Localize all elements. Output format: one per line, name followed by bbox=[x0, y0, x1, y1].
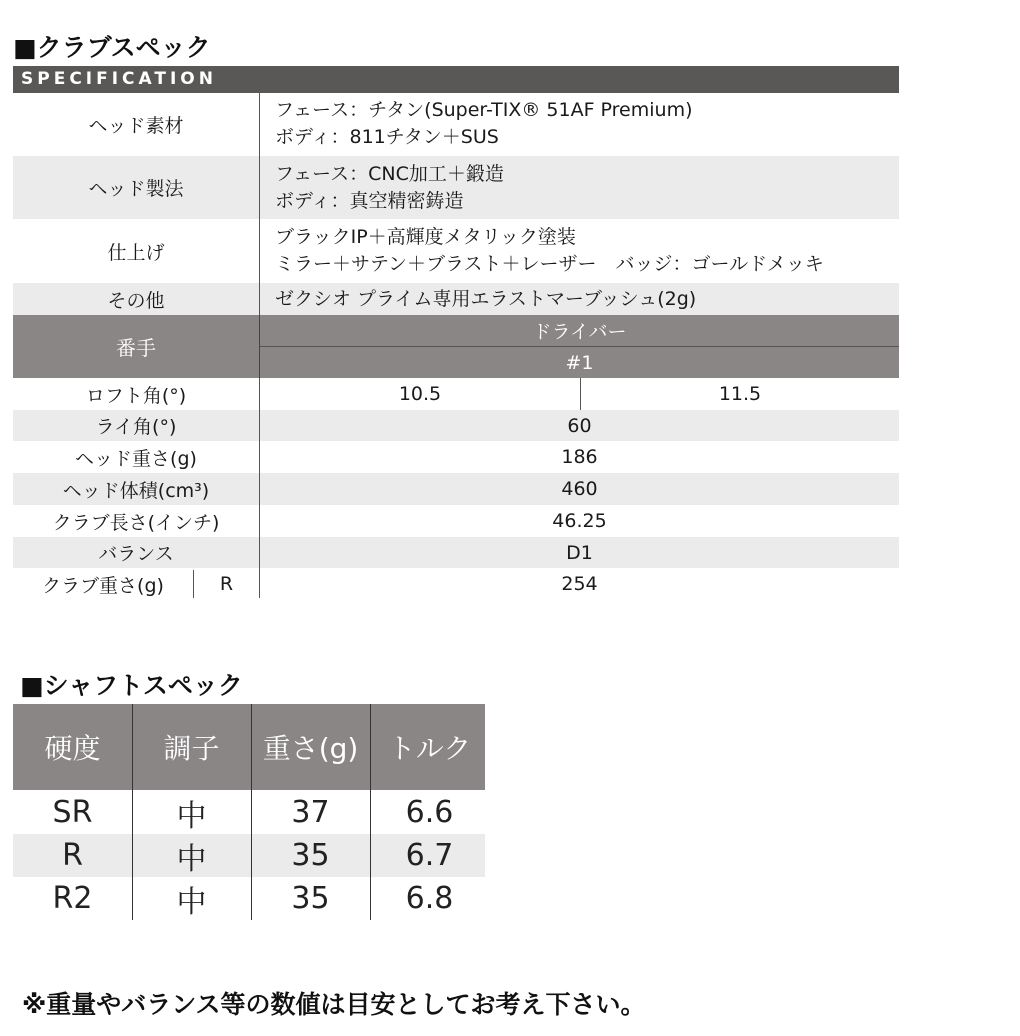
row-label: その他 bbox=[107, 289, 165, 312]
spec-row-head-material bbox=[13, 93, 899, 155]
value-line: ゼクシオ プライム専用エラストマーブッシュ(2g) bbox=[275, 287, 697, 310]
column-divider bbox=[259, 93, 260, 315]
shaft-spec-title: ■シャフトスペック bbox=[20, 671, 243, 700]
spec-row-finish bbox=[13, 219, 899, 283]
row-label: ヘッド素材 bbox=[88, 114, 184, 137]
row-label: ヘッド製法 bbox=[88, 178, 184, 200]
value-line: ボディ：811チタン＋SUS bbox=[275, 126, 499, 148]
row-value: 60 bbox=[567, 414, 592, 437]
row-label: クラブ重さ(g) bbox=[42, 574, 164, 597]
shaft-cell: 35 bbox=[291, 838, 330, 873]
spec-row-club-length bbox=[13, 505, 899, 537]
header-kick-point: 調子 bbox=[163, 732, 220, 765]
row-value: 254 bbox=[561, 573, 598, 595]
row-value: 186 bbox=[561, 446, 598, 468]
row-label: ライ角(°) bbox=[95, 416, 177, 438]
loft-value-2: 11.5 bbox=[718, 383, 762, 405]
row-sublabel: R bbox=[219, 573, 234, 595]
row-label: バランス bbox=[98, 543, 174, 565]
shaft-row bbox=[13, 834, 485, 877]
shaft-cell: SR bbox=[52, 795, 93, 830]
row-label: ロフト角(°) bbox=[85, 384, 187, 407]
row-label: 仕上げ bbox=[107, 241, 165, 264]
row-label: ヘッド体積(cm³) bbox=[62, 479, 210, 502]
header-weight: 重さ(g) bbox=[262, 732, 359, 765]
shaft-cell: 6.6 bbox=[405, 795, 454, 830]
row-value: D1 bbox=[566, 541, 593, 564]
spec-row-head-volume bbox=[13, 473, 899, 505]
shaft-column-divider bbox=[370, 704, 371, 920]
shaft-cell: 中 bbox=[176, 884, 207, 920]
spec-row-balance bbox=[13, 537, 899, 568]
shaft-cell: R bbox=[62, 838, 83, 873]
row-label: ヘッド重さ(g) bbox=[75, 447, 197, 470]
row-value: 460 bbox=[561, 478, 598, 500]
shaft-cell: 6.8 bbox=[405, 881, 454, 916]
value-line: ミラー＋サテン＋ブラスト＋レーザー バッジ：ゴールドメッキ bbox=[275, 253, 824, 275]
shaft-cell: 中 bbox=[176, 841, 207, 877]
column-divider bbox=[259, 315, 260, 378]
value-line: フェース：チタン(Super-TIX® 51AF Premium) bbox=[275, 99, 693, 121]
shaft-cell: 6.7 bbox=[405, 838, 454, 873]
spec-row-loft bbox=[13, 378, 899, 410]
row-value bbox=[275, 156, 895, 219]
column-divider bbox=[259, 378, 260, 598]
shaft-cell: 37 bbox=[291, 795, 330, 830]
spec-row-other bbox=[13, 283, 899, 315]
shaft-cell: 35 bbox=[291, 881, 330, 916]
row-value bbox=[275, 283, 895, 315]
club-number-header bbox=[13, 315, 899, 378]
shaft-column-divider bbox=[132, 704, 133, 920]
row-value bbox=[275, 219, 895, 283]
header-model: ドライバー bbox=[532, 321, 627, 343]
value-line: ボディ：真空精密鋳造 bbox=[275, 189, 464, 212]
row-label: クラブ長さ(インチ) bbox=[52, 511, 220, 534]
header-label: 番手 bbox=[116, 336, 156, 360]
header-number: #1 bbox=[565, 351, 594, 374]
value-line: フェース：CNC加工＋鍛造 bbox=[275, 162, 504, 185]
shaft-table-header bbox=[13, 704, 485, 790]
row-value bbox=[275, 93, 895, 155]
row-value: 46.25 bbox=[552, 510, 607, 532]
header-torque: トルク bbox=[387, 732, 472, 765]
spec-row-head-method bbox=[13, 156, 899, 219]
spec-row-head-weight bbox=[13, 441, 899, 473]
specification-band: SPECIFICATION bbox=[13, 66, 899, 93]
shaft-column-divider bbox=[251, 704, 252, 920]
shaft-cell: 中 bbox=[176, 798, 207, 834]
shaft-cell: R2 bbox=[52, 881, 93, 916]
shaft-row bbox=[13, 791, 485, 834]
spec-row-club-weight bbox=[13, 568, 899, 600]
header-hardness: 硬度 bbox=[44, 732, 101, 765]
shaft-row bbox=[13, 877, 485, 920]
spec-row-lie bbox=[13, 410, 899, 441]
loft-value-1: 10.5 bbox=[398, 383, 442, 405]
value-line: ブラックIP＋高輝度メタリック塗装 bbox=[275, 226, 576, 248]
disclaimer-note: ※重量やバランス等の数値は目安としてお考え下さい。 bbox=[22, 990, 646, 1019]
club-spec-title: ■クラブスペック bbox=[13, 33, 211, 62]
